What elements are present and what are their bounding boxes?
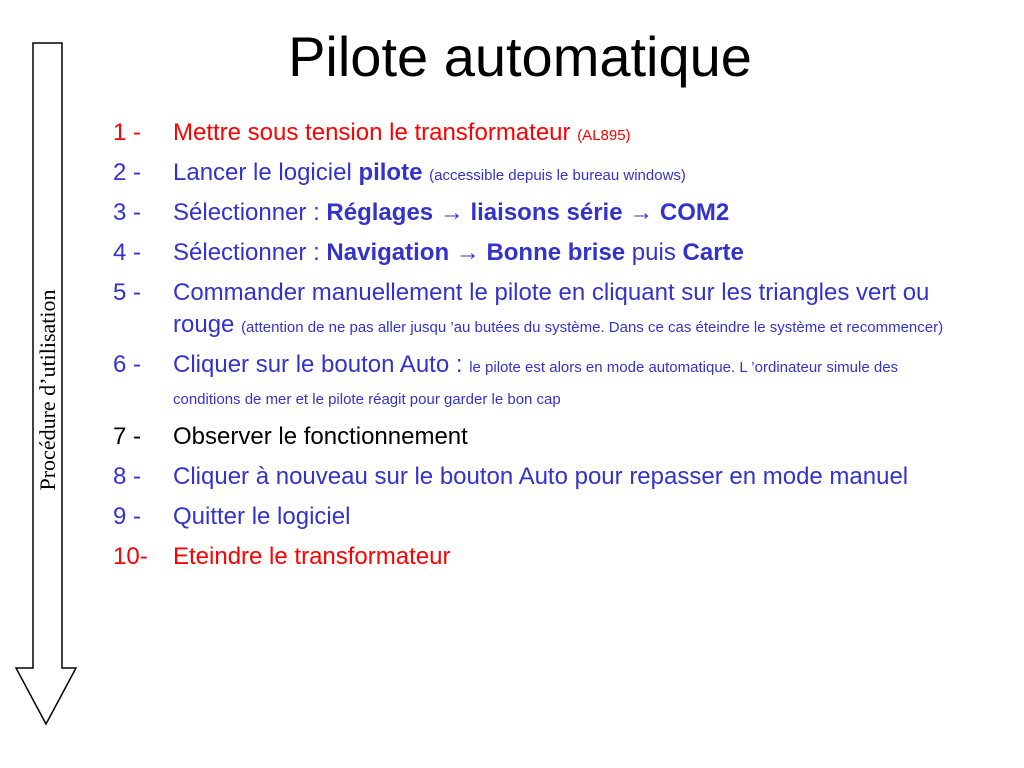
step-number: 3 - — [113, 199, 142, 226]
step-number: 9 - — [113, 503, 142, 530]
step-text-part: pilote — [358, 159, 423, 186]
list-item — [113, 117, 963, 149]
step-text-part: Sélectionner : — [173, 199, 327, 226]
step-text-part: Quitter le logiciel — [173, 503, 351, 530]
step-text — [173, 421, 963, 453]
list-item — [113, 197, 963, 229]
step-text-part: Lancer le logiciel — [173, 159, 359, 186]
step-text — [173, 237, 963, 269]
list-item — [113, 237, 963, 269]
step-text-part: Réglages → liaisons série → COM2 — [326, 199, 730, 226]
step-text-part: Observer le fonctionnement — [173, 423, 468, 450]
step-note: (attention de ne pas aller jusqu ’au butées du système. Dans ce cas éteindre le système et recommencer) — [241, 319, 944, 336]
list-item — [113, 541, 963, 573]
page-title: Pilote automatique — [288, 25, 752, 88]
step-text-part: puis — [625, 239, 683, 266]
side-label: Procédure d’utilisation — [35, 289, 60, 491]
step-number: 1 - — [113, 119, 142, 146]
list-item — [113, 461, 963, 493]
step-number: 6 - — [113, 351, 142, 378]
step-text-part: Cliquer sur le bouton Auto : — [173, 351, 470, 378]
step-number: 10- — [113, 543, 148, 570]
step-text — [173, 197, 963, 229]
step-number: 4 - — [113, 239, 142, 266]
list-item — [113, 421, 963, 453]
step-note: le pilote est alors en mode automatique. L ’ordinateur simule des conditions de mer et le pilote réagit pour garder le bon cap — [173, 359, 899, 408]
step-text — [173, 461, 963, 493]
step-number: 5 - — [113, 279, 142, 306]
step-text-part: Mettre sous tension le transformateur — [173, 119, 578, 146]
step-number: 7 - — [113, 423, 142, 450]
step-text-part: Navigation → Bonne brise — [326, 239, 626, 266]
step-text — [173, 349, 963, 413]
step-list — [113, 117, 963, 581]
list-item — [113, 349, 963, 413]
step-text — [173, 501, 963, 533]
step-text-part: Carte — [682, 239, 744, 266]
step-text-part: Eteindre le transformateur — [173, 543, 451, 570]
step-note: (AL895) — [577, 127, 631, 144]
step-note: (accessible depuis le bureau windows) — [429, 167, 686, 184]
step-number: 2 - — [113, 159, 142, 186]
step-text — [173, 277, 963, 341]
list-item — [113, 277, 963, 341]
step-text — [173, 541, 963, 573]
list-item — [113, 157, 963, 189]
step-text — [173, 157, 963, 189]
step-number: 8 - — [113, 463, 142, 490]
step-text-part: Commander manuellement le pilote en cliquant sur les triangles vert ou rouge — [173, 279, 930, 338]
step-text-part: Sélectionner : — [173, 239, 327, 266]
step-text — [173, 117, 963, 149]
step-text-part: Cliquer à nouveau sur le bouton Auto pour repasser en mode manuel — [173, 463, 909, 490]
list-item — [113, 501, 963, 533]
